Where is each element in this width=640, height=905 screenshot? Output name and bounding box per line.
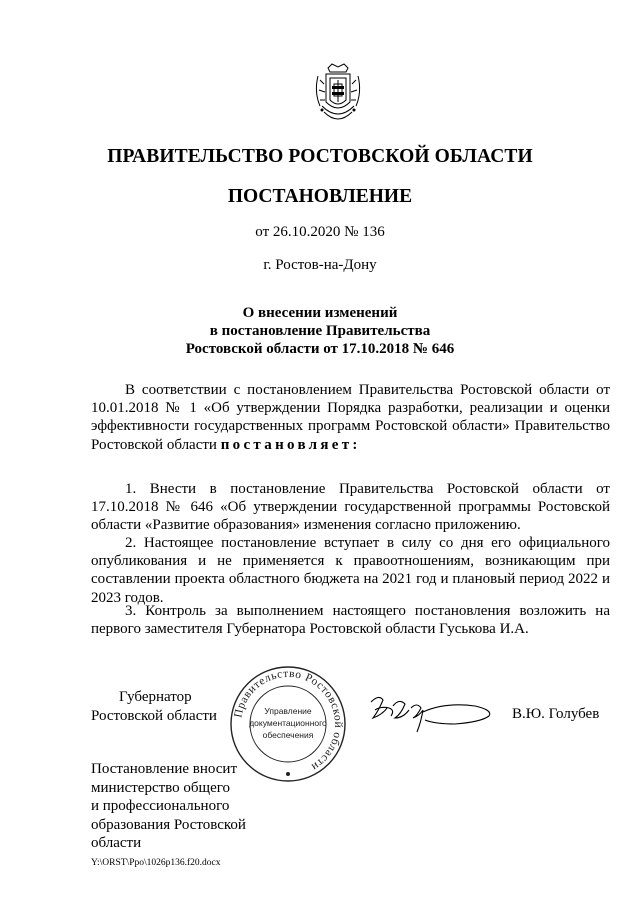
- item-1-paragraph: 1. Внести в постановление Правительства Ростовской области от 17.10.2018 № 646 «Об утверждении государственной программы Ростовской области «Развитие образования» изменения согласно приложению.: [91, 481, 610, 534]
- date-number-line: от 26.10.2020 № 136: [255, 224, 385, 240]
- stamp-ring-text: Правительство Ростовской области: [232, 667, 345, 774]
- city-line: г. Ростов-на-Дону: [263, 257, 377, 273]
- submitter-line-2: министерство общего: [91, 779, 231, 796]
- submitter-line-3: и профессионального: [91, 798, 230, 814]
- item-2-paragraph: 2. Настоящее постановление вступает в силу со дня его официального опубликования и не применяется к правоотношениям, возникающим при составлении проекта областного бюджета на 2021 год и плановый период 2022 и 2023 годов.: [91, 535, 610, 606]
- signatory-position-line-2: Ростовской области: [91, 707, 217, 724]
- stamp-inner-line-3: обеспечения: [262, 730, 314, 740]
- submitter-line-4: образования Ростовской: [91, 816, 246, 833]
- document-type: ПОСТАНОВЛЕНИЕ: [227, 186, 413, 207]
- submitter-line-5: области: [91, 835, 142, 851]
- government-title: ПРАВИТЕЛЬСТВО РОСТОВСКОЙ ОБЛАСТИ: [107, 146, 533, 167]
- submitter-note: [91, 760, 246, 853]
- stamp-inner-line-1: Управление: [264, 706, 312, 716]
- item-3-paragraph: 3. Контроль за выполнением настоящего постановления возложить на первого заместителя Губернатора Ростовской области Гуськова И.А.: [91, 603, 610, 638]
- stamp-inner-line-2: документационного: [249, 718, 327, 728]
- subject-line-2: в постановление Правительства: [209, 323, 431, 339]
- intro-paragraph: [91, 381, 610, 454]
- file-path-footer: Y:\ORST\Ppo\1026p136.f20.docx: [91, 858, 221, 868]
- rostov-oblast-coat-of-arms-icon: [312, 62, 364, 128]
- subject-line-3: Ростовской области от 17.10.2018 № 646: [185, 341, 455, 357]
- official-stamp: [228, 664, 348, 784]
- handwritten-signature: [365, 688, 495, 738]
- signatory-position: [91, 688, 217, 725]
- submitter-line-1: Постановление вносит: [91, 761, 238, 777]
- subject-line-1: О внесении изменений: [242, 305, 398, 321]
- resolves-word: постановляет:: [220, 436, 361, 453]
- subject-heading: [0, 304, 640, 358]
- intro-text: В соответствии с постановлением Правительства Ростовской области от 10.01.2018 № 1 «Об утверждении Порядка разработки, реализации и оценки эффективности государственных программ Ростовской области» Правительство Ростовской области: [91, 382, 610, 453]
- signatory-position-line-1: Губернатор: [119, 689, 192, 705]
- signatory-name: В.Ю. Голубев: [512, 706, 600, 722]
